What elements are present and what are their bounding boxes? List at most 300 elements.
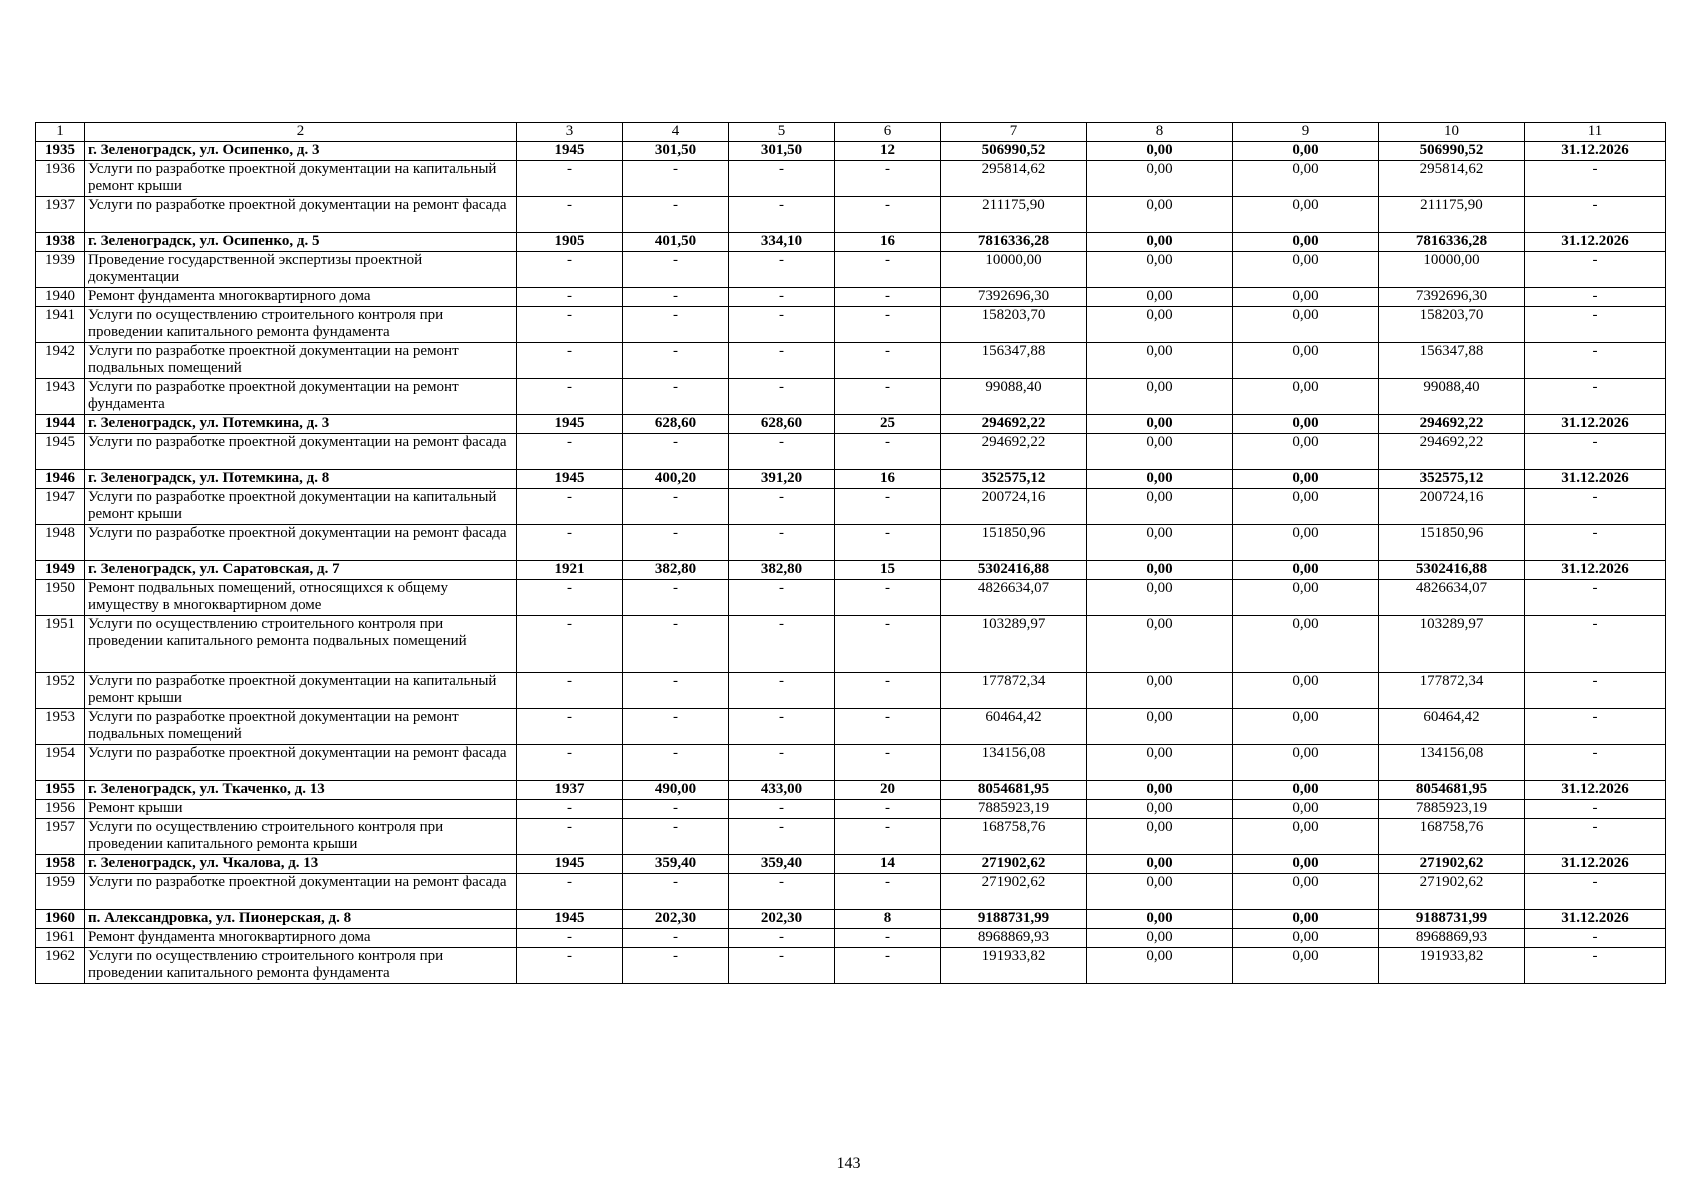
fund-cost-a-cell: 0,00 — [1087, 929, 1233, 948]
residents-count-cell: - — [835, 307, 941, 343]
living-area-cell: 628,60 — [729, 415, 835, 434]
total-cost-cell: 294692,22 — [941, 415, 1087, 434]
column-number-header: 5 — [729, 123, 835, 142]
row-number-cell: 1936 — [36, 161, 85, 197]
repair-program-table — [35, 122, 1666, 984]
column-number-header: 4 — [623, 123, 729, 142]
fund-cost-a-cell: 0,00 — [1087, 233, 1233, 252]
residents-count-cell: - — [835, 929, 941, 948]
completion-date-cell: - — [1525, 874, 1666, 910]
total-cost-cell: 200724,16 — [941, 489, 1087, 525]
living-area-cell: 202,30 — [729, 910, 835, 929]
residents-count-cell: 14 — [835, 855, 941, 874]
row-number-cell: 1943 — [36, 379, 85, 415]
year-built-cell: - — [517, 288, 623, 307]
row-number-cell: 1940 — [36, 288, 85, 307]
fund-cost-b-cell: 0,00 — [1233, 252, 1379, 288]
work-item-row — [36, 616, 1666, 673]
fund-cost-b-cell: 0,00 — [1233, 379, 1379, 415]
completion-date-cell: - — [1525, 800, 1666, 819]
column-number-header: 3 — [517, 123, 623, 142]
total-area-cell: - — [623, 525, 729, 561]
owner-funds-cell: 4826634,07 — [1379, 580, 1525, 616]
residents-count-cell: 12 — [835, 142, 941, 161]
residents-count-cell: - — [835, 874, 941, 910]
work-name-cell: г. Зеленоградск, ул. Осипенко, д. 3 — [85, 142, 517, 161]
row-number-cell: 1953 — [36, 709, 85, 745]
total-area-cell: 382,80 — [623, 561, 729, 580]
row-number-cell: 1961 — [36, 929, 85, 948]
work-name-cell: г. Зеленоградск, ул. Чкалова, д. 13 — [85, 855, 517, 874]
fund-cost-b-cell: 0,00 — [1233, 745, 1379, 781]
work-item-row — [36, 161, 1666, 197]
row-number-cell: 1947 — [36, 489, 85, 525]
fund-cost-b-cell: 0,00 — [1233, 142, 1379, 161]
fund-cost-a-cell: 0,00 — [1087, 709, 1233, 745]
fund-cost-a-cell: 0,00 — [1087, 745, 1233, 781]
fund-cost-a-cell: 0,00 — [1087, 855, 1233, 874]
residents-count-cell: 8 — [835, 910, 941, 929]
work-name-cell: Проведение государственной экспертизы проектной документации — [85, 252, 517, 288]
work-name-cell: г. Зеленоградск, ул. Потемкина, д. 3 — [85, 415, 517, 434]
residents-count-cell: 25 — [835, 415, 941, 434]
fund-cost-b-cell: 0,00 — [1233, 233, 1379, 252]
column-number-header: 10 — [1379, 123, 1525, 142]
work-item-row — [36, 580, 1666, 616]
fund-cost-a-cell: 0,00 — [1087, 561, 1233, 580]
owner-funds-cell: 9188731,99 — [1379, 910, 1525, 929]
year-built-cell: 1937 — [517, 781, 623, 800]
completion-date-cell: 31.12.2026 — [1525, 415, 1666, 434]
year-built-cell: - — [517, 343, 623, 379]
residents-count-cell: - — [835, 580, 941, 616]
total-area-cell: - — [623, 929, 729, 948]
fund-cost-b-cell: 0,00 — [1233, 307, 1379, 343]
total-cost-cell: 158203,70 — [941, 307, 1087, 343]
address-row — [36, 855, 1666, 874]
work-item-row — [36, 197, 1666, 233]
work-name-cell: Услуги по разработке проектной документации на ремонт фасада — [85, 197, 517, 233]
total-cost-cell: 211175,90 — [941, 197, 1087, 233]
residents-count-cell: - — [835, 161, 941, 197]
residents-count-cell: - — [835, 745, 941, 781]
total-area-cell: 202,30 — [623, 910, 729, 929]
address-row — [36, 561, 1666, 580]
fund-cost-b-cell: 0,00 — [1233, 561, 1379, 580]
residents-count-cell: 16 — [835, 233, 941, 252]
row-number-cell: 1946 — [36, 470, 85, 489]
completion-date-cell: - — [1525, 343, 1666, 379]
living-area-cell: 301,50 — [729, 142, 835, 161]
residents-count-cell: 16 — [835, 470, 941, 489]
fund-cost-b-cell: 0,00 — [1233, 197, 1379, 233]
work-item-row — [36, 434, 1666, 470]
year-built-cell: - — [517, 745, 623, 781]
total-cost-cell: 352575,12 — [941, 470, 1087, 489]
row-number-cell: 1949 — [36, 561, 85, 580]
work-name-cell: п. Александровка, ул. Пионерская, д. 8 — [85, 910, 517, 929]
work-name-cell: г. Зеленоградск, ул. Саратовская, д. 7 — [85, 561, 517, 580]
residents-count-cell: - — [835, 489, 941, 525]
completion-date-cell: - — [1525, 580, 1666, 616]
residents-count-cell: - — [835, 525, 941, 561]
row-number-cell: 1955 — [36, 781, 85, 800]
total-area-cell: - — [623, 379, 729, 415]
work-name-cell: Ремонт фундамента многоквартирного дома — [85, 288, 517, 307]
owner-funds-cell: 191933,82 — [1379, 948, 1525, 984]
address-row — [36, 781, 1666, 800]
fund-cost-b-cell: 0,00 — [1233, 910, 1379, 929]
living-area-cell: - — [729, 197, 835, 233]
fund-cost-b-cell: 0,00 — [1233, 874, 1379, 910]
work-name-cell: г. Зеленоградск, ул. Ткаченко, д. 13 — [85, 781, 517, 800]
total-cost-cell: 506990,52 — [941, 142, 1087, 161]
work-item-row — [36, 800, 1666, 819]
row-number-cell: 1939 — [36, 252, 85, 288]
year-built-cell: 1945 — [517, 910, 623, 929]
total-cost-cell: 177872,34 — [941, 673, 1087, 709]
residents-count-cell: - — [835, 379, 941, 415]
total-cost-cell: 60464,42 — [941, 709, 1087, 745]
fund-cost-a-cell: 0,00 — [1087, 580, 1233, 616]
total-area-cell: - — [623, 307, 729, 343]
work-name-cell: Ремонт крыши — [85, 800, 517, 819]
fund-cost-a-cell: 0,00 — [1087, 434, 1233, 470]
owner-funds-cell: 506990,52 — [1379, 142, 1525, 161]
work-name-cell: Услуги по разработке проектной документации на ремонт фасада — [85, 525, 517, 561]
work-item-row — [36, 709, 1666, 745]
row-number-cell: 1942 — [36, 343, 85, 379]
fund-cost-b-cell: 0,00 — [1233, 434, 1379, 470]
fund-cost-a-cell: 0,00 — [1087, 142, 1233, 161]
owner-funds-cell: 177872,34 — [1379, 673, 1525, 709]
completion-date-cell: - — [1525, 252, 1666, 288]
work-name-cell: Услуги по разработке проектной документации на капитальный ремонт крыши — [85, 161, 517, 197]
fund-cost-a-cell: 0,00 — [1087, 343, 1233, 379]
total-cost-cell: 191933,82 — [941, 948, 1087, 984]
column-number-header: 11 — [1525, 123, 1666, 142]
year-built-cell: - — [517, 580, 623, 616]
fund-cost-b-cell: 0,00 — [1233, 489, 1379, 525]
fund-cost-b-cell: 0,00 — [1233, 673, 1379, 709]
work-item-row — [36, 379, 1666, 415]
total-area-cell: 400,20 — [623, 470, 729, 489]
residents-count-cell: - — [835, 709, 941, 745]
work-item-row — [36, 948, 1666, 984]
work-name-cell: г. Зеленоградск, ул. Потемкина, д. 8 — [85, 470, 517, 489]
fund-cost-a-cell: 0,00 — [1087, 673, 1233, 709]
total-area-cell: 628,60 — [623, 415, 729, 434]
living-area-cell: - — [729, 434, 835, 470]
row-number-cell: 1938 — [36, 233, 85, 252]
fund-cost-a-cell: 0,00 — [1087, 379, 1233, 415]
completion-date-cell: 31.12.2026 — [1525, 855, 1666, 874]
completion-date-cell: 31.12.2026 — [1525, 470, 1666, 489]
fund-cost-b-cell: 0,00 — [1233, 948, 1379, 984]
owner-funds-cell: 7392696,30 — [1379, 288, 1525, 307]
completion-date-cell: - — [1525, 307, 1666, 343]
row-number-cell: 1958 — [36, 855, 85, 874]
living-area-cell: - — [729, 252, 835, 288]
total-area-cell: - — [623, 819, 729, 855]
owner-funds-cell: 200724,16 — [1379, 489, 1525, 525]
address-row — [36, 415, 1666, 434]
fund-cost-b-cell: 0,00 — [1233, 855, 1379, 874]
owner-funds-cell: 211175,90 — [1379, 197, 1525, 233]
owner-funds-cell: 8054681,95 — [1379, 781, 1525, 800]
total-cost-cell: 134156,08 — [941, 745, 1087, 781]
work-item-row — [36, 525, 1666, 561]
living-area-cell: - — [729, 929, 835, 948]
owner-funds-cell: 271902,62 — [1379, 855, 1525, 874]
year-built-cell: - — [517, 929, 623, 948]
row-number-cell: 1959 — [36, 874, 85, 910]
completion-date-cell: - — [1525, 745, 1666, 781]
total-area-cell: - — [623, 161, 729, 197]
total-cost-cell: 7885923,19 — [941, 800, 1087, 819]
residents-count-cell: 15 — [835, 561, 941, 580]
year-built-cell: - — [517, 489, 623, 525]
column-number-header: 6 — [835, 123, 941, 142]
address-row — [36, 910, 1666, 929]
fund-cost-a-cell: 0,00 — [1087, 252, 1233, 288]
fund-cost-b-cell: 0,00 — [1233, 709, 1379, 745]
residents-count-cell: - — [835, 343, 941, 379]
work-item-row — [36, 929, 1666, 948]
residents-count-cell: 20 — [835, 781, 941, 800]
year-built-cell: 1945 — [517, 415, 623, 434]
completion-date-cell: - — [1525, 434, 1666, 470]
owner-funds-cell: 271902,62 — [1379, 874, 1525, 910]
total-area-cell: - — [623, 197, 729, 233]
address-row — [36, 470, 1666, 489]
work-name-cell: Услуги по разработке проектной документации на ремонт подвальных помещений — [85, 709, 517, 745]
row-number-cell: 1950 — [36, 580, 85, 616]
completion-date-cell: 31.12.2026 — [1525, 142, 1666, 161]
fund-cost-a-cell: 0,00 — [1087, 616, 1233, 673]
work-item-row — [36, 252, 1666, 288]
work-item-row — [36, 819, 1666, 855]
total-area-cell: - — [623, 580, 729, 616]
work-name-cell: Услуги по осуществлению строительного контроля при проведении капитального ремонта подвальных помещений — [85, 616, 517, 673]
work-name-cell: Услуги по осуществлению строительного контроля при проведении капитального ремонта фундамента — [85, 948, 517, 984]
total-area-cell: - — [623, 252, 729, 288]
fund-cost-a-cell: 0,00 — [1087, 525, 1233, 561]
total-cost-cell: 8968869,93 — [941, 929, 1087, 948]
total-area-cell: 301,50 — [623, 142, 729, 161]
completion-date-cell: - — [1525, 197, 1666, 233]
completion-date-cell: - — [1525, 673, 1666, 709]
total-area-cell: - — [623, 709, 729, 745]
living-area-cell: - — [729, 288, 835, 307]
owner-funds-cell: 10000,00 — [1379, 252, 1525, 288]
fund-cost-b-cell: 0,00 — [1233, 819, 1379, 855]
year-built-cell: - — [517, 800, 623, 819]
completion-date-cell: - — [1525, 489, 1666, 525]
fund-cost-a-cell: 0,00 — [1087, 161, 1233, 197]
fund-cost-b-cell: 0,00 — [1233, 616, 1379, 673]
owner-funds-cell: 151850,96 — [1379, 525, 1525, 561]
page-number: 143 — [836, 1155, 861, 1172]
column-number-header: 7 — [941, 123, 1087, 142]
row-number-cell: 1937 — [36, 197, 85, 233]
total-cost-cell: 9188731,99 — [941, 910, 1087, 929]
year-built-cell: - — [517, 379, 623, 415]
living-area-cell: - — [729, 161, 835, 197]
fund-cost-a-cell: 0,00 — [1087, 415, 1233, 434]
total-cost-cell: 99088,40 — [941, 379, 1087, 415]
work-item-row — [36, 673, 1666, 709]
living-area-cell: - — [729, 709, 835, 745]
row-number-cell: 1945 — [36, 434, 85, 470]
work-item-row — [36, 489, 1666, 525]
row-number-cell: 1935 — [36, 142, 85, 161]
work-name-cell: Услуги по разработке проектной документации на капитальный ремонт крыши — [85, 489, 517, 525]
work-name-cell: г. Зеленоградск, ул. Осипенко, д. 5 — [85, 233, 517, 252]
total-cost-cell: 5302416,88 — [941, 561, 1087, 580]
completion-date-cell: - — [1525, 709, 1666, 745]
living-area-cell: 391,20 — [729, 470, 835, 489]
owner-funds-cell: 7816336,28 — [1379, 233, 1525, 252]
work-name-cell: Ремонт фундамента многоквартирного дома — [85, 929, 517, 948]
total-area-cell: 359,40 — [623, 855, 729, 874]
residents-count-cell: - — [835, 288, 941, 307]
completion-date-cell: - — [1525, 929, 1666, 948]
header-row — [36, 123, 1666, 142]
year-built-cell: 1945 — [517, 470, 623, 489]
fund-cost-b-cell: 0,00 — [1233, 580, 1379, 616]
fund-cost-b-cell: 0,00 — [1233, 929, 1379, 948]
owner-funds-cell: 294692,22 — [1379, 434, 1525, 470]
living-area-cell: - — [729, 379, 835, 415]
fund-cost-a-cell: 0,00 — [1087, 781, 1233, 800]
year-built-cell: - — [517, 252, 623, 288]
residents-count-cell: - — [835, 948, 941, 984]
total-cost-cell: 295814,62 — [941, 161, 1087, 197]
work-name-cell: Услуги по разработке проектной документации на ремонт фундамента — [85, 379, 517, 415]
column-number-header: 1 — [36, 123, 85, 142]
work-item-row — [36, 343, 1666, 379]
owner-funds-cell: 352575,12 — [1379, 470, 1525, 489]
fund-cost-a-cell: 0,00 — [1087, 948, 1233, 984]
fund-cost-b-cell: 0,00 — [1233, 470, 1379, 489]
owner-funds-cell: 295814,62 — [1379, 161, 1525, 197]
fund-cost-b-cell: 0,00 — [1233, 415, 1379, 434]
residents-count-cell: - — [835, 616, 941, 673]
work-item-row — [36, 288, 1666, 307]
fund-cost-b-cell: 0,00 — [1233, 525, 1379, 561]
residents-count-cell: - — [835, 819, 941, 855]
total-cost-cell: 271902,62 — [941, 874, 1087, 910]
residents-count-cell: - — [835, 434, 941, 470]
total-cost-cell: 151850,96 — [941, 525, 1087, 561]
year-built-cell: - — [517, 616, 623, 673]
living-area-cell: - — [729, 616, 835, 673]
completion-date-cell: - — [1525, 948, 1666, 984]
year-built-cell: - — [517, 197, 623, 233]
column-number-header: 9 — [1233, 123, 1379, 142]
living-area-cell: - — [729, 800, 835, 819]
living-area-cell: 334,10 — [729, 233, 835, 252]
column-number-header: 2 — [85, 123, 517, 142]
year-built-cell: - — [517, 307, 623, 343]
fund-cost-b-cell: 0,00 — [1233, 288, 1379, 307]
owner-funds-cell: 60464,42 — [1379, 709, 1525, 745]
completion-date-cell: - — [1525, 525, 1666, 561]
total-cost-cell: 8054681,95 — [941, 781, 1087, 800]
work-name-cell: Услуги по разработке проектной документации на ремонт подвальных помещений — [85, 343, 517, 379]
total-area-cell: - — [623, 434, 729, 470]
year-built-cell: - — [517, 525, 623, 561]
completion-date-cell: 31.12.2026 — [1525, 233, 1666, 252]
fund-cost-a-cell: 0,00 — [1087, 910, 1233, 929]
fund-cost-a-cell: 0,00 — [1087, 197, 1233, 233]
row-number-cell: 1944 — [36, 415, 85, 434]
living-area-cell: - — [729, 819, 835, 855]
year-built-cell: 1945 — [517, 142, 623, 161]
row-number-cell: 1952 — [36, 673, 85, 709]
address-row — [36, 233, 1666, 252]
living-area-cell: - — [729, 580, 835, 616]
living-area-cell: - — [729, 874, 835, 910]
completion-date-cell: 31.12.2026 — [1525, 781, 1666, 800]
row-number-cell: 1960 — [36, 910, 85, 929]
column-number-header: 8 — [1087, 123, 1233, 142]
row-number-cell: 1957 — [36, 819, 85, 855]
completion-date-cell: - — [1525, 616, 1666, 673]
total-area-cell: - — [623, 616, 729, 673]
total-cost-cell: 7816336,28 — [941, 233, 1087, 252]
living-area-cell: - — [729, 489, 835, 525]
table-body — [36, 123, 1666, 984]
total-area-cell: - — [623, 489, 729, 525]
owner-funds-cell: 99088,40 — [1379, 379, 1525, 415]
address-row — [36, 142, 1666, 161]
total-cost-cell: 103289,97 — [941, 616, 1087, 673]
year-built-cell: - — [517, 434, 623, 470]
row-number-cell: 1954 — [36, 745, 85, 781]
owner-funds-cell: 156347,88 — [1379, 343, 1525, 379]
total-area-cell: - — [623, 745, 729, 781]
owner-funds-cell: 8968869,93 — [1379, 929, 1525, 948]
living-area-cell: - — [729, 673, 835, 709]
fund-cost-a-cell: 0,00 — [1087, 800, 1233, 819]
living-area-cell: - — [729, 525, 835, 561]
work-name-cell: Ремонт подвальных помещений, относящихся к общему имуществу в многоквартирном доме — [85, 580, 517, 616]
work-name-cell: Услуги по разработке проектной документации на ремонт фасада — [85, 745, 517, 781]
work-name-cell: Услуги по разработке проектной документации на ремонт фасада — [85, 434, 517, 470]
fund-cost-a-cell: 0,00 — [1087, 288, 1233, 307]
living-area-cell: - — [729, 307, 835, 343]
row-number-cell: 1948 — [36, 525, 85, 561]
row-number-cell: 1951 — [36, 616, 85, 673]
completion-date-cell: - — [1525, 379, 1666, 415]
total-cost-cell: 10000,00 — [941, 252, 1087, 288]
completion-date-cell: 31.12.2026 — [1525, 561, 1666, 580]
living-area-cell: - — [729, 745, 835, 781]
total-cost-cell: 4826634,07 — [941, 580, 1087, 616]
year-built-cell: - — [517, 874, 623, 910]
owner-funds-cell: 134156,08 — [1379, 745, 1525, 781]
row-number-cell: 1962 — [36, 948, 85, 984]
total-area-cell: - — [623, 948, 729, 984]
row-number-cell: 1941 — [36, 307, 85, 343]
fund-cost-a-cell: 0,00 — [1087, 874, 1233, 910]
total-cost-cell: 271902,62 — [941, 855, 1087, 874]
fund-cost-b-cell: 0,00 — [1233, 161, 1379, 197]
total-cost-cell: 7392696,30 — [941, 288, 1087, 307]
work-item-row — [36, 874, 1666, 910]
